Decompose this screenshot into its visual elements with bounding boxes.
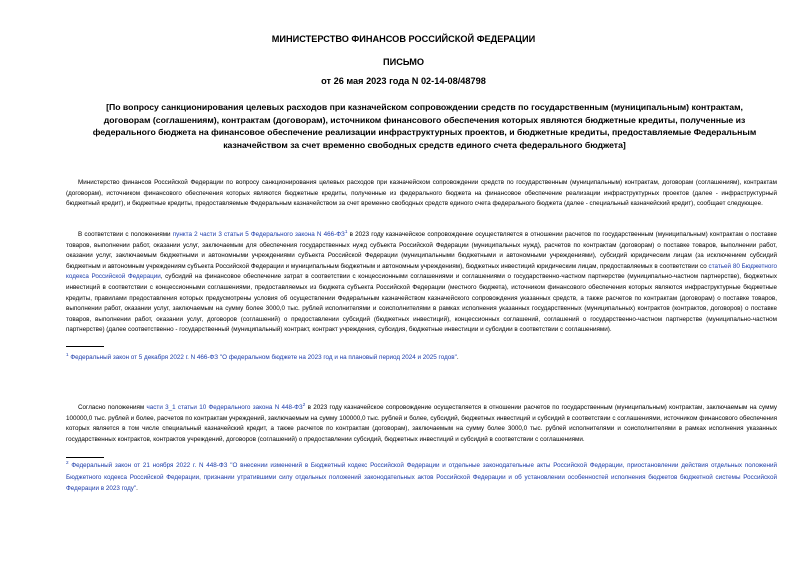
- paragraph-448fz-lead: Согласно положениям: [78, 404, 147, 411]
- footnote-1: [66, 352, 777, 364]
- footnote-1-link[interactable]: Федеральный закон от 5 декабря 2022 г. N 466-ФЗ "О федеральном бюджете на 2023 год и на плановый период 2024 и 2025 годов": [70, 354, 457, 361]
- document-date-number: от 26 мая 2023 года N 02-14-08/48798: [321, 76, 486, 86]
- link-budget-code-article-80[interactable]: статьей 80 Бюджетного кодекса Российской Федерации: [66, 262, 778, 281]
- paragraph-466fz-lead: В соответствии с положениями: [78, 231, 173, 238]
- footnote-divider: [66, 346, 104, 347]
- footnote-divider: [66, 457, 104, 458]
- footnote-2-mark: 2: [66, 459, 69, 465]
- paragraph-448fz-tail: в 2023 году казначейское сопровождение осуществляется в отношении расчетов по государственным (муниципальным) контрактам, заключаемым на сумму 100000,0 тыс. рублей и более, расчетов по контрактам учреждений, заключаемым на сумму 100000,0 тыс. рублей и более, субсидий, бюджетных инвестиций и субсидий в соответствии с соглашениями, источником финансового обеспечения которых является в том числе специальный казначейский кредит, а также расчетов по контрактам (договорам), заключаемым на сумму более 3000,0 тыс. рублей исполнителями и соисполнителями в рамках исполнения указанных государственных контрактов, контрактов учреждений, договоров (соглашений) о предоставлении субсидий, бюджетных инвестиций и субсидий в соответствии с соглашениями.: [66, 404, 777, 443]
- document-subject: [По вопросу санкционирования целевых расходов при казначейском сопровождении средств по государственным (муниципальным) контрактам, договорам (соглашениям), контрактам (договорам), источником финансового обеспечения которых являются бюджетные кредиты, полученные из федерального бюджета на финансовое обеспечение реализации инфраструктурных проектов, и бюджетные кредиты, предоставляемые Федеральным казначейством за счет временно свободных средств единого счета федерального бюджета]: [92, 102, 757, 150]
- footnote-ref-2[interactable]: 2: [302, 401, 306, 407]
- document-type: ПИСЬМО: [382, 57, 425, 67]
- issuer-title: МИНИСТЕРСТВО ФИНАНСОВ РОССИЙСКОЙ ФЕДЕРАЦИИ: [271, 34, 536, 44]
- footnote-ref-1[interactable]: 1: [344, 228, 348, 234]
- paragraph-448fz: [66, 403, 777, 445]
- footnote-2-end: .: [136, 485, 138, 493]
- paragraph-intro-text: Министерство финансов Российской Федерации по вопросу санкционирования целевых расходов при казначейском сопровождении средств по государственным (муниципальным) контрактам, договорам (соглашениям), контрактам (договорам), источником финансового обеспечения которых являются бюджетные кредиты, полученные из федерального бюджета на финансовое обеспечение реализации инфраструктурных проектов (далее - инфраструктурный бюджетный кредит), и бюджетные кредиты, предоставляемые Федеральным казначейством за счет временно свободных средств единого счета федерального бюджета (далее - специальный казначейский кредит), сообщает следующее.: [66, 179, 777, 208]
- footnote-2-link[interactable]: Федеральный закон от 21 ноября 2022 г. N 448-ФЗ "О внесении изменений в Бюджетный кодекс Российской Федерации и отдельные законодательные акты Российской Федерации, приостановлении действия отдельных положений Бюджетного кодекса Российской Федерации, признании утратившими силу отдельных положений законодательных актов Российской Федерации и об установлении особенностей исполнения бюджетов бюджетной системы Российской Федерации в 2023 году": [66, 462, 777, 493]
- paragraph-466fz-mid: в 2023 году казначейское сопровождение осуществляется в отношении расчетов по государственным (муниципальным) контрактам о поставке товаров, выполнении работ, оказании услуг, заключаемым для обеспечения государственных нужд субъекта Российской Федерации (муниципальных нужд), расчетов по контрактам (договорам) о поставке товаров, выполнении работ, оказании услуг, заключаемым бюджетными и автономными учреждениями субъекта Российской Федерации (муниципальными бюджетными и автономными учреждениями), субсидий юридическим лицам (за исключением субсидий бюджетным и автономным учреждениям субъекта Российской Федерации и муниципальным бюджетным и автономным учреждениям), бюджетных инвестиций юридическим лицам, предоставляемых в соответствии со: [66, 231, 777, 270]
- footnote-2: [66, 460, 777, 495]
- link-466fz-article[interactable]: пункта 2 части 3 статьи 5 Федерального закона N 466-ФЗ: [172, 231, 345, 238]
- link-448fz-article[interactable]: части 3_1 статьи 10 Федерального закона N 448-ФЗ: [146, 404, 303, 411]
- paragraph-466fz-tail: , субсидий на финансовое обеспечение затрат в соответствии с концессионными соглашениями и соглашениями о государственно-частном партнерстве (муниципально-частном партнерстве), бюджетных инвестиций в соответствии с концессионными соглашениями, предоставляемых из бюджета субъекта Российской Федерации (местного бюджета), источником финансового обеспечения которых являются инфраструктурные бюджетные кредиты, правилами предоставления которых предусмотрены условия об осуществлении Федеральным казначейством казначейского сопровождения указанных средств, а также расчетов по контрактам (договорам) о поставке товаров, выполнении работ, оказании услуг, заключаемым на сумму более 3000,0 тыс. рублей исполнителями и соисполнителями в рамках исполнения указанных государственных (муниципальных) контрактов (контрактов, договоров) о поставке товаров, выполнении работ, оказании услуг, договоров (соглашений) о предоставлении субсидий (бюджетных инвестиций), концессионных соглашений, соглашений о государственно-частном партнерстве (муниципально-частном партнерстве) (далее соответственно - государственный (муниципальный) контракт, контракт учреждения, субсидия, бюджетные инвестиции и субсидии в соответствии с соглашениями).: [66, 273, 777, 334]
- paragraph-466fz: [66, 230, 777, 336]
- footnote-1-mark: 1: [66, 351, 69, 357]
- footnote-1-end: .: [456, 354, 459, 361]
- paragraph-intro: [66, 178, 777, 210]
